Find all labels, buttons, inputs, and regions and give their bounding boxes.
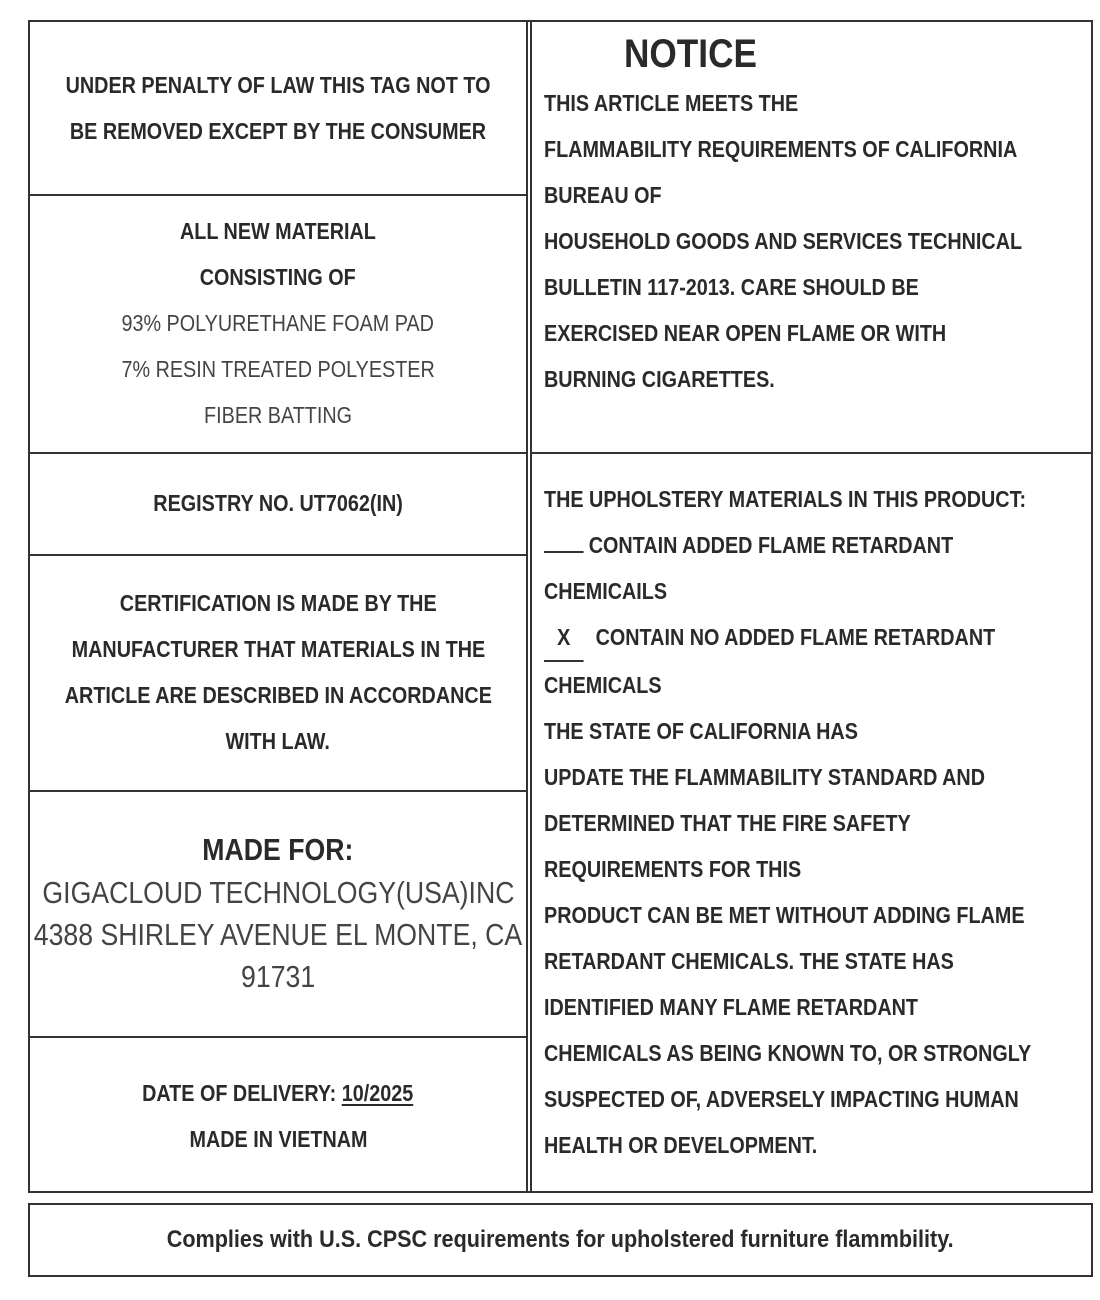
- notice-line: FLAMMABILITY REQUIREMENTS OF CALIFORNIA: [544, 136, 1018, 162]
- registry-section: [30, 452, 526, 554]
- state-line: PRODUCT CAN BE MET WITHOUT ADDING FLAME: [544, 902, 1025, 928]
- notice-line: BULLETIN 117-2013. CARE SHOULD BE: [544, 274, 919, 300]
- penalty-line: BE REMOVED EXCEPT BY THE CONSUMER: [69, 118, 487, 144]
- state-line: RETARDANT CHEMICALS. THE STATE HAS: [544, 948, 954, 974]
- notice-line: EXERCISED NEAR OPEN FLAME OR WITH: [544, 320, 947, 346]
- certification-line: ARTICLE ARE DESCRIBED IN ACCORDANCE: [64, 682, 492, 708]
- material-item: 7% RESIN TREATED POLYESTER: [121, 356, 435, 382]
- notice-section: [532, 22, 1091, 452]
- option-contain-none: [544, 614, 1014, 662]
- certification-line: MANUFACTURER THAT MATERIALS IN THE: [71, 636, 485, 662]
- penalty-warning: [30, 22, 526, 194]
- penalty-line: UNDER PENALTY OF LAW THIS TAG NOT TO: [65, 72, 491, 98]
- state-line: IDENTIFIED MANY FLAME RETARDANT: [544, 994, 918, 1020]
- option-none-label: CONTAIN NO ADDED FLAME RETARDANT: [595, 624, 996, 650]
- made-for-zip: 91731: [240, 959, 316, 994]
- delivery-section: [30, 1036, 526, 1195]
- state-line: THE STATE OF CALIFORNIA HAS: [544, 718, 858, 744]
- state-line: REQUIREMENTS FOR THIS: [544, 856, 802, 882]
- delivery-label: DATE OF DELIVERY:: [142, 1079, 337, 1106]
- compliance-footer: [28, 1203, 1093, 1277]
- materials-heading: CONSISTING OF: [199, 264, 357, 290]
- compliance-statement: Complies with U.S. CPSC requirements for upholstered furniture flammbility.: [167, 1226, 954, 1253]
- made-for-heading: MADE FOR:: [202, 832, 354, 867]
- notice-line: HOUSEHOLD GOODS AND SERVICES TECHNICAL: [544, 228, 1023, 254]
- checked-mark: X: [544, 614, 584, 662]
- state-line: UPDATE THE FLAMMABILITY STANDARD AND: [544, 764, 986, 790]
- registry-number: REGISTRY NO. UT7062(IN): [153, 490, 403, 516]
- state-line: DETERMINED THAT THE FIRE SAFETY: [544, 810, 911, 836]
- state-line: CHEMICALS AS BEING KNOWN TO, OR STRONGLY: [544, 1040, 1032, 1066]
- certification-line: CERTIFICATION IS MADE BY THE: [119, 590, 437, 616]
- state-line: HEALTH OR DEVELOPMENT.: [544, 1132, 818, 1158]
- made-for-section: [30, 790, 526, 1036]
- certification-line: WITH LAW.: [225, 728, 331, 754]
- state-line: SUSPECTED OF, ADVERSELY IMPACTING HUMAN: [544, 1086, 1019, 1112]
- upholstery-intro: THE UPHOLSTERY MATERIALS IN THIS PRODUCT:: [544, 486, 1027, 512]
- delivery-row: [142, 1070, 413, 1116]
- made-for-company: GIGACLOUD TECHNOLOGY(USA)INC: [41, 875, 515, 910]
- option-none-continuation: CHEMICALS: [544, 672, 662, 698]
- made-in-country: MADE IN VIETNAM: [188, 1125, 368, 1152]
- option-contain-continuation: CHEMICAILS: [544, 578, 668, 604]
- notice-line: THIS ARTICLE MEETS THE: [544, 90, 799, 116]
- notice-line: BURNING CIGARETTES.: [544, 366, 775, 392]
- materials-section: [30, 194, 526, 452]
- material-item: FIBER BATTING: [203, 402, 353, 428]
- material-item: 93% POLYURETHANE FOAM PAD: [121, 310, 435, 336]
- materials-heading: ALL NEW MATERIAL: [180, 218, 376, 244]
- certification-section: [30, 554, 526, 790]
- notice-title: NOTICE: [624, 32, 757, 76]
- made-for-address: 4388 SHIRLEY AVENUE EL MONTE, CA: [33, 917, 523, 952]
- law-tag: [28, 20, 1093, 1193]
- upholstery-section: [532, 452, 1091, 1195]
- notice-line: BUREAU OF: [544, 182, 662, 208]
- delivery-date: 10/2025: [342, 1079, 414, 1106]
- option-contain-label: CONTAIN ADDED FLAME RETARDANT: [588, 532, 954, 558]
- unchecked-blank: [544, 531, 584, 553]
- option-contain-added: [544, 522, 1014, 568]
